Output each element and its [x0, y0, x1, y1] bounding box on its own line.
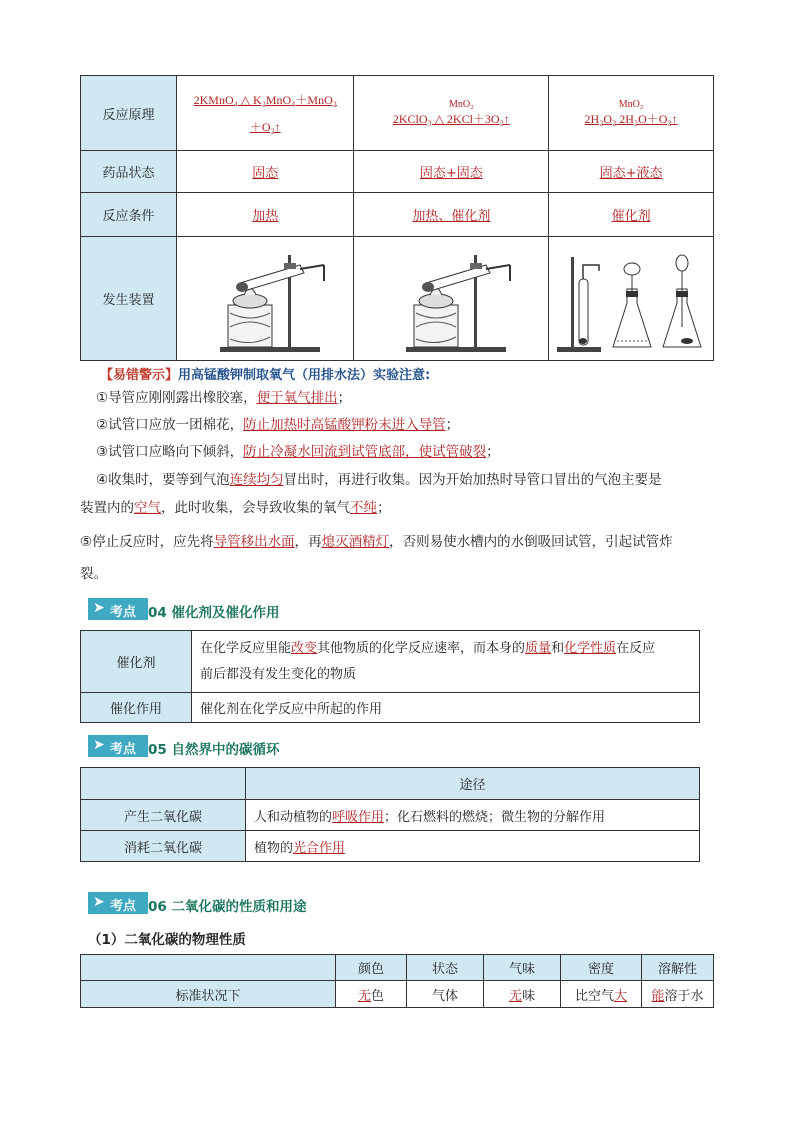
header-state: 状态 — [407, 955, 484, 981]
section-badge-05: ➤ 考点 — [88, 735, 148, 757]
co2-properties-table — [80, 954, 714, 1008]
cond-h2o2: 催化剂 — [611, 209, 651, 224]
standard-condition-label: 标准状况下 — [81, 981, 336, 1008]
arrow-right-icon: ➤ — [93, 600, 105, 616]
props-header-blank — [81, 955, 336, 981]
consume-co2-routes: 植物的光合作用 — [246, 831, 700, 862]
cond-kclo3: 加热、催化剂 — [412, 209, 491, 224]
heating-apparatus-illustration — [200, 243, 330, 355]
state-kclo3: 固态+固态 — [419, 166, 483, 181]
row-label-principle: 反应原理 — [81, 76, 177, 151]
value-color: 无色 — [336, 981, 407, 1008]
section-badge-06: ➤ 考点 — [88, 892, 148, 914]
warning-item-1: ①导管应刚刚露出橡胶塞，便于氧气排出； — [96, 390, 352, 406]
catalyst-table — [80, 630, 700, 723]
row-label-condition: 反应条件 — [81, 193, 177, 237]
row-label-apparatus: 发生装置 — [81, 237, 177, 361]
state-kmno4: 固态 — [252, 166, 279, 181]
section-title-05: 05 自然界中的碳循环 — [148, 742, 280, 758]
carbon-cycle-table — [80, 767, 700, 862]
section-title-06: 06 二氧化碳的性质和用途 — [148, 899, 307, 915]
carbon-header-route: 途径 — [246, 768, 700, 800]
catalysis-label: 催化作用 — [81, 693, 192, 723]
reaction-table — [80, 75, 714, 361]
warning-item-2: ②试管口应放一团棉花，防止加热时高锰酸钾粉末进入导管； — [96, 417, 460, 433]
value-state: 气体 — [407, 981, 484, 1008]
value-odor: 无味 — [484, 981, 561, 1008]
kclo3-equation: MnO₂ 2KClO₃ △ 2KCl＋3O₂↑ — [354, 76, 549, 151]
carbon-header-blank — [81, 768, 246, 800]
value-density: 比空气大 — [561, 981, 642, 1008]
catalyst-definition: 在化学反应里能改变其他物质的化学反应速率，而本身的质量和化学性质在反应 前后都没有发生变化的物质 — [192, 631, 700, 693]
h2o2-equation: MnO₂ 2H₂O₂ 2H₂O＋O₂↑ — [549, 76, 714, 151]
header-odor: 气味 — [484, 955, 561, 981]
catalysis-definition: 催化剂在化学反应中所起的作用 — [192, 693, 700, 723]
warning-item-5-line1: ⑤停止反应时，应先将导管移出水面，再熄灭酒精灯，否则易使水槽内的水倒吸回试管，引起试管炸 — [80, 534, 673, 550]
warning-item-4-line2: 装置内的空气，此时收集，会导致收集的氧气不纯； — [80, 500, 391, 516]
warning-title: 用高锰酸钾制取氧气（用排水法）实验注意: — [178, 368, 431, 383]
warning-item-3: ③试管口应略向下倾斜，防止冷凝水回流到试管底部，使试管破裂； — [96, 444, 500, 460]
section-title-04: 04 催化剂及催化作用 — [148, 605, 280, 621]
header-solubility: 溶解性 — [642, 955, 714, 981]
produce-co2-routes: 人和动植物的呼吸作用；化石燃料的燃烧；微生物的分解作用 — [246, 800, 700, 831]
warning-item-5-line2: 裂。 — [80, 566, 107, 582]
produce-co2-label: 产生二氧化碳 — [81, 800, 246, 831]
row-label-state: 药品状态 — [81, 151, 177, 193]
value-solubility: 能溶于水 — [642, 981, 714, 1008]
warning-item-4-line1: ④收集时，要等到气泡连续均匀冒出时，再进行收集。因为开始加热时导管口冒出的气泡主要是 — [96, 472, 662, 488]
warning-tag: 【易错警示】 — [100, 368, 179, 383]
apparatus-liquid — [549, 237, 714, 361]
state-h2o2: 固态+液态 — [599, 166, 663, 181]
kmno4-equation: 2KMnO₄ △ K₂MnO₄＋MnO₂ ＋O₂↑ — [177, 76, 354, 151]
arrow-right-icon: ➤ — [93, 894, 105, 910]
apparatus-heating-2 — [354, 237, 549, 361]
warning-heading — [100, 364, 430, 383]
flask-apparatus-illustration — [553, 243, 709, 355]
heating-apparatus-illustration — [386, 243, 516, 355]
cond-kmno4: 加热 — [252, 209, 279, 224]
apparatus-heating-1 — [177, 237, 354, 361]
header-color: 颜色 — [336, 955, 407, 981]
catalyst-label: 催化剂 — [81, 631, 192, 693]
subsection-physical-properties: （1）二氧化碳的物理性质 — [88, 932, 246, 948]
arrow-right-icon: ➤ — [93, 737, 105, 753]
consume-co2-label: 消耗二氧化碳 — [81, 831, 246, 862]
section-badge-04: ➤ 考点 — [88, 598, 148, 620]
header-density: 密度 — [561, 955, 642, 981]
